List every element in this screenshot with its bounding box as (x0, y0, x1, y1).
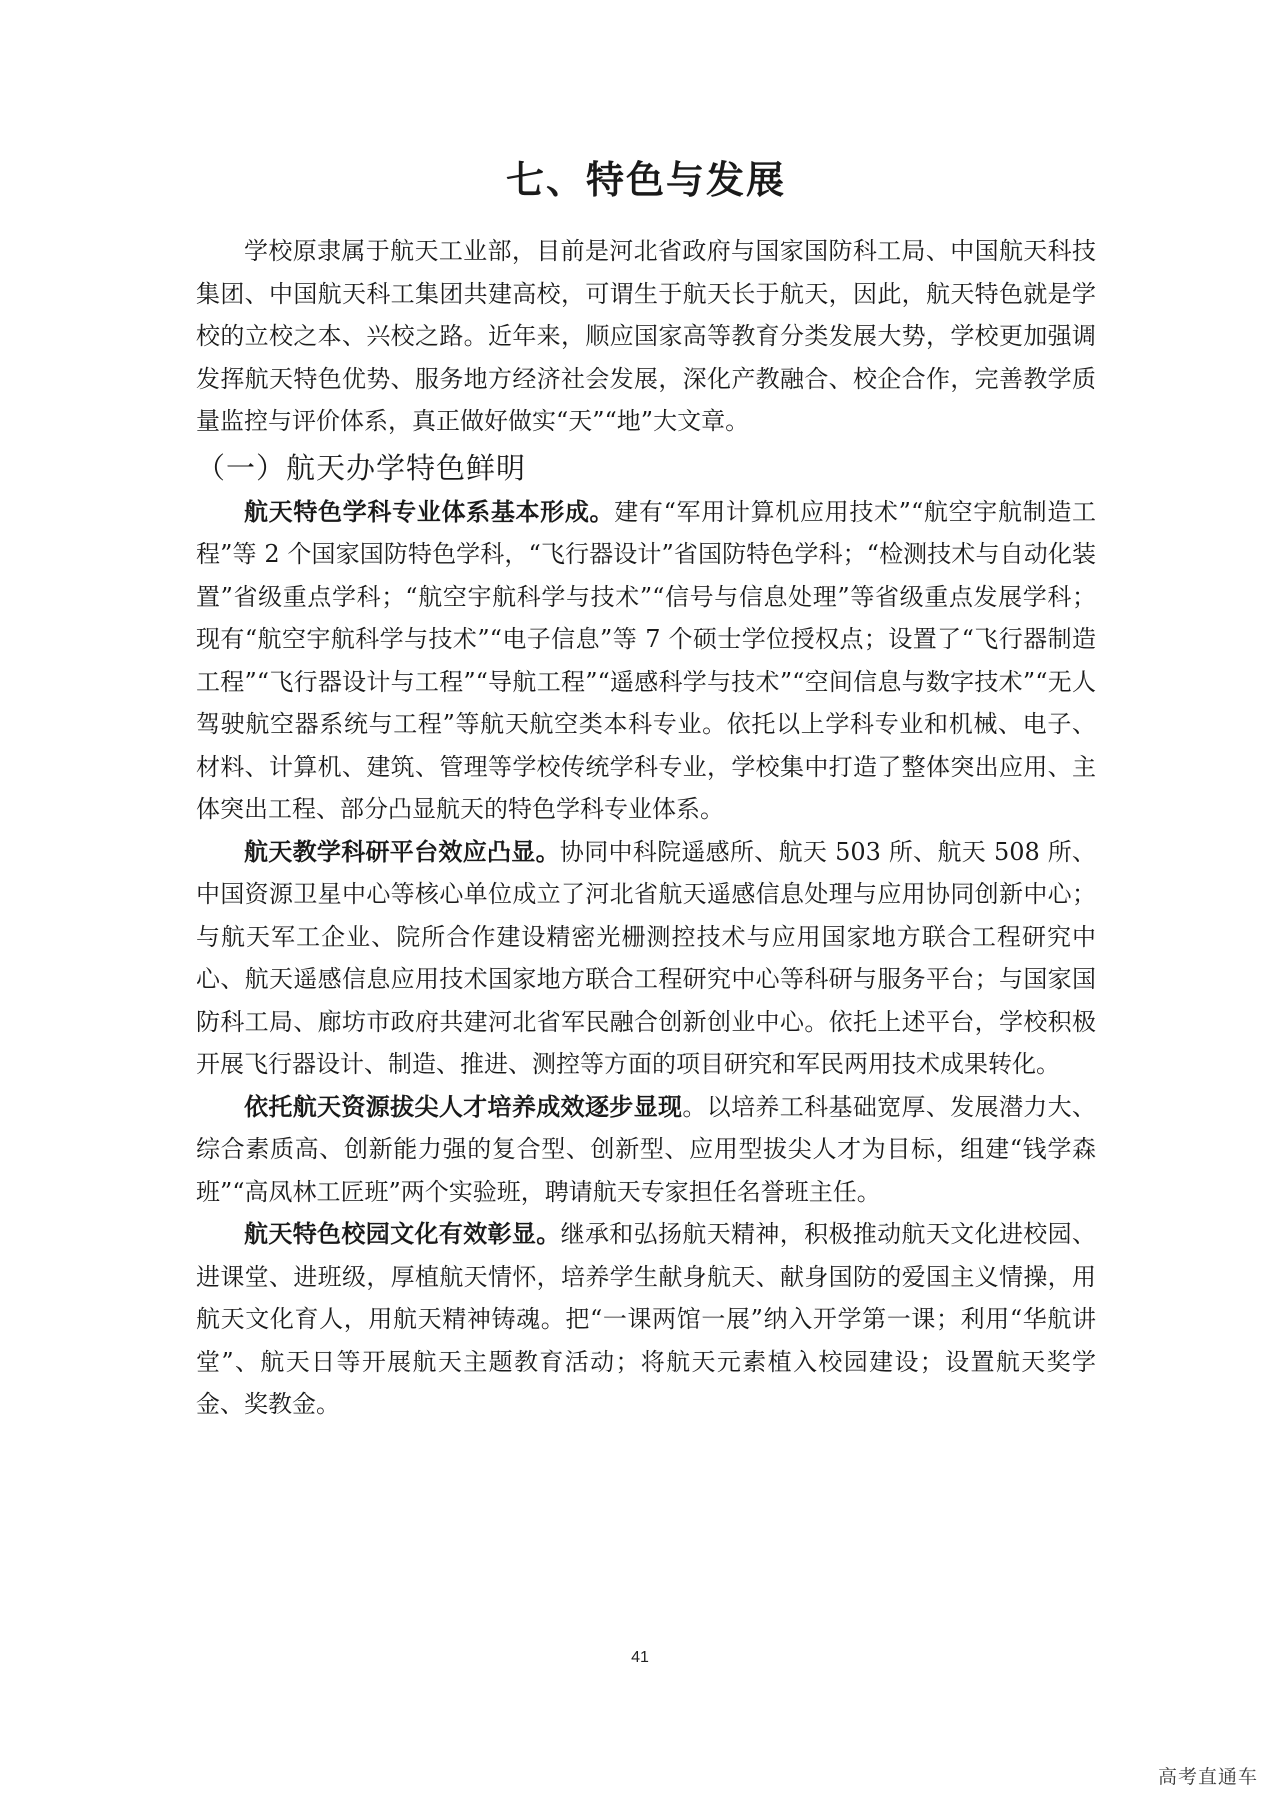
paragraph-body: 协同中科院遥感所、航天 503 所、航天 508 所、中国资源卫星中心等核心单位成立了河北省航天遥感信息处理与应用协同创新中心；与航天军工企业、院所合作建设精密光栅测控技术与应用国家地方联合工程研究中心、航天遥感信息应用技术国家地方联合工程研究中心等科研与服务平台；与国家国防科工局、廊坊市政府共建河北省军民融合创新创业中心。依托上述平台，学校积极开展飞行器设计、制造、推进、测控等方面的项目研究和军民两用技术成果转化。 (196, 837, 1096, 1078)
paragraph-lead: 航天教学科研平台效应凸显。 (244, 836, 560, 866)
paragraph-lead: 航天特色校园文化有效彰显。 (244, 1219, 561, 1248)
watermark-text: 高考直通车 (1157, 1766, 1258, 1788)
paragraph-body: 。以培养工科基础宽厚、发展潜力大、综合素质高、创新能力强的复合型、创新型、应用型拔尖人才为目标，组建“钱学森班”“高凤林工匠班”两个实验班，聘请航天专家担任名誉班主任。 (196, 1092, 1097, 1206)
intro-paragraph: 学校原隶属于航天工业部，目前是河北省政府与国家国防科工局、中国航天科技集团、中国航天科工集团共建高校，可谓生于航天长于航天，因此，航天特色就是学校的立校之本、兴校之路。近年来，顺应国家高等教育分类发展大势，学校更加强调发挥航天特色优势、服务地方经济社会发展，深化产教融合、校企合作，完善教学质量监控与评价体系，真正做好做实“天”“地”大文章。 (196, 237, 1096, 435)
paragraph-discipline-system (196, 491, 1096, 831)
paragraph-lead: 航天特色学科专业体系基本形成。 (244, 496, 615, 526)
paragraph-body: 继承和弘扬航天精神，积极推动航天文化进校园、进课堂、进班级，厚植航天情怀，培养学生献身航天、献身国防的爱国主义情操，用航天文化育人，用航天精神铸魂。把“一课两馆一展”纳入开学第一课；利用“华航讲堂”、航天日等开展航天主题教育活动；将航天元素植入校园建设；设置航天奖学金、奖教金。 (196, 1220, 1097, 1418)
page-number: 41 (631, 1649, 649, 1666)
document-page (196, 150, 1096, 1426)
paragraph-talent-cultivation (196, 1086, 1096, 1214)
paragraph-body: 建有“军用计算机应用技术”“航空宇航制造工程”等 2 个国家国防特色学科，“飞行器设计”省国防特色学科；“检测技术与自动化装置”省级重点学科；“航空宇航科学与技术”“信号与信息处理”等省级重点发展学科；现有“航空宇航科学与技术”“电子信息”等 7 个硕士学位授权点；设置了“飞行器制造工程”“飞行器设计与工程”“导航工程”“遥感科学与技术”“空间信息与数字技术”“无人驾驶航空器系统与工程”等航天航空类本科专业。依托以上学科专业和机械、电子、材料、计算机、建筑、管理等学校传统学科专业，学校集中打造了整体突出应用、主体突出工程、部分凸显航天的特色学科专业体系。 (196, 497, 1096, 823)
paragraph-research-platform (196, 831, 1096, 1086)
section-heading: （一）航天办学特色鲜明 (196, 450, 527, 485)
chapter-title: 七、特色与发展 (505, 158, 786, 202)
paragraph-campus-culture (196, 1213, 1096, 1426)
paragraph-lead: 依托航天资源拔尖人才培养成效逐步显现 (244, 1091, 683, 1121)
